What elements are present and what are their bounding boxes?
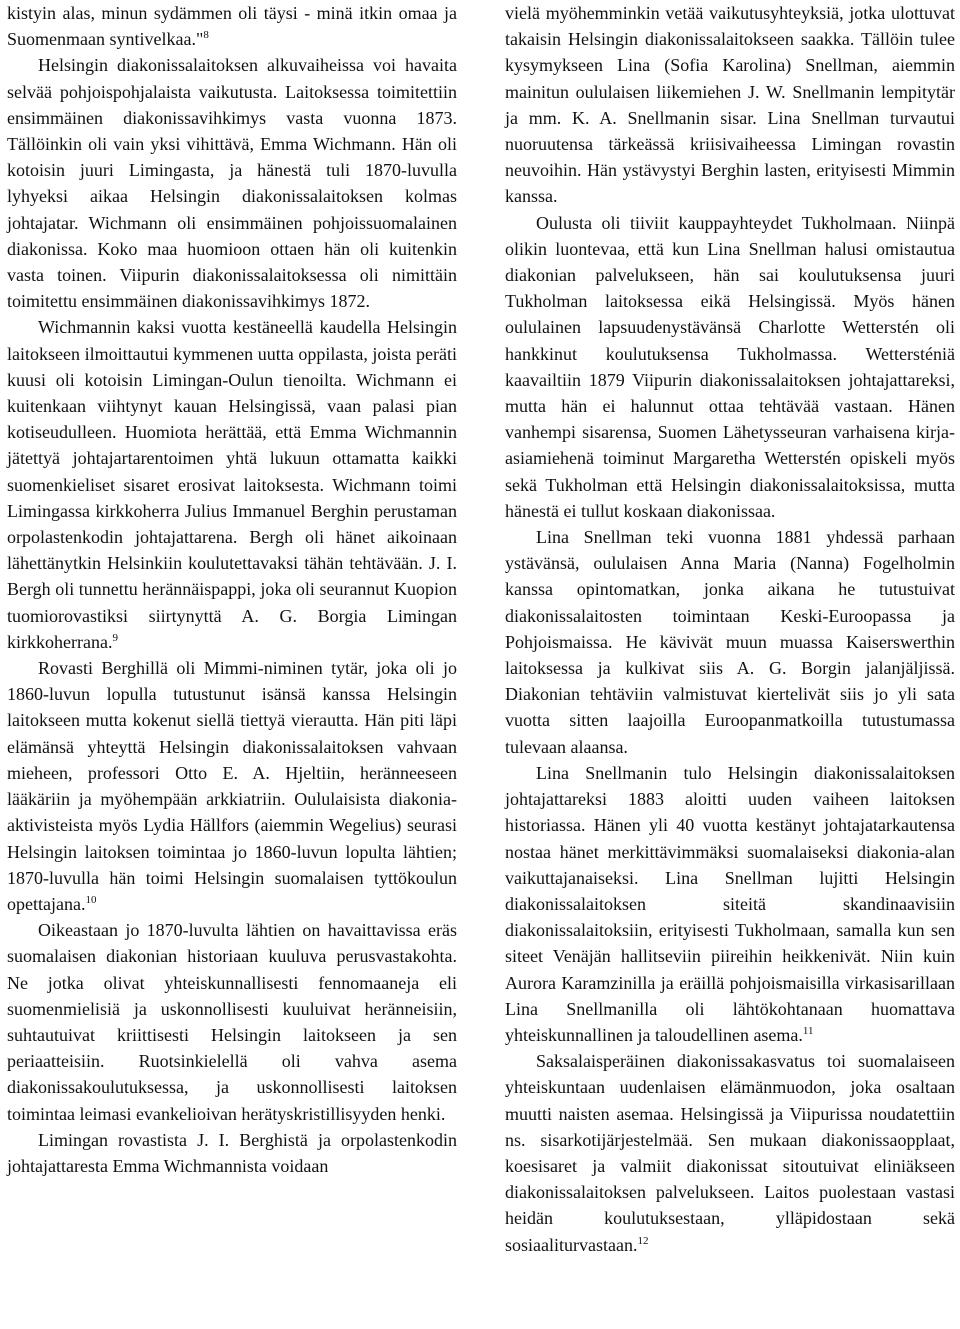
paragraph: Saksalaisperäinen diakonissakasvatus toi suomalaiseen yhteiskuntaan uudenlaisen elämänmuodon, joka osaltaan muutti naisten asemaa. Helsingissä ja Viipurissa noudatettiin ns. sisarkotijärjestelmää. Sen mukaan diakonissaopplaat, koesisaret ja valmiit diakonissat sitoutuivat eliniäkseen diakonissalaitoksen palvelukseen. Laitos puolestaan vastasi heidän koulutuksestaan, ylläpidostaan sekä sosiaaliturvastaan.$^{12}$ [505,1051,955,1255]
paragraph: Oikeastaan jo 1870-luvulta lähtien on havaittavissa eräs suomalaisen diakonian historiaan kuuluva perusvastakohta. Ne jotka olivat yhteiskunnallisesti fennomaaneja eli suomenmielisiä ja uskonnollisesti kuuluivat heränneisiin, suhtautuivat kriittisesti Helsingin laitokseen ja sen periaatteisiin. Ruotsinkielellä oli vahva asema diakonissakoulutuksessa, ja uskonnollisesti laitoksen toimintaa leimasi evankelioivan herätyskristillisyyden henki. [7,920,457,1124]
paragraph: Rovasti Berghillä oli Mimmi-niminen tytär, joka oli jo 1860-luvun lopulla tutustunut isänsä kanssa Helsingin laitokseen mutta kokenut siellä tiettyä vierautta. Hän piti läpi elämänsä yhteyttä Helsingin diakonissalaitoksen vahvaan mieheen, professori Otto E. A. Hjeltiin, heränneeseen lääkäriin ja myöhempään arkkiatriin. Oululaisista diakonia-aktivisteista myös Lydia Hällfors (aiemmin Wegelius) seurasi Helsingin laitoksen toimintaa jo 1860-luvun lopulta lähtien; 1870-luvulla hän toimi Helsingin suomalaisen tyttökoulun opettajana.$^{10}$ [7,658,457,914]
footnote-marker: 10 [85,893,97,906]
left-column [7,0,457,1179]
paragraph-continuation: vielä myöhemminkin vetää vaikutusyhteyksiä, jotka ulottuvat takaisin Helsingin diakonissalaitokseen saakka. Tällöin tulee kysymykseen Lina (Sofia Karolina) Snellman, aiemmin mainitun oululaisen liikemiehen J. W. Snellmanin lempitytär ja mm. K. A. Snellmanin sisar. Lina Snellman turvautui nuoruutensa tärkeässä kriisivaiheessa Limingan rovastin neuvoihin. Hän ystävystyi Berghin lasten, erityisesti Mimmin kanssa. [505,3,955,207]
paragraph: Oulusta oli tiiviit kauppayhteydet Tukholmaan. Niinpä olikin luontevaa, että kun Lina Snellman halusi omistautua diakonian palvelukseen, hän sai koulutuksensa juuri Tukholman laitoksessa eikä Helsingissä. Myös hänen oululainen lapsuudenystävänsä Charlotte Wetterstén oli hankkinut koulutuksensa Tukholmassa. Wettersténiä kaavailtiin 1879 Viipurin diakonissalaitoksen johtajattareksi, mutta hän ei halunnut ottaa tehtävää vastaan. Hänen vanhempi sisarensa, Suomen Lähetysseuran varhaisena kirja-asiamiehenä toiminut Margaretha Wetterstén opiskeli myös sekä Tukholman että Helsingin diakonissalaitoksissa, mutta hänestä ei tullut koskaan diakonissaa. [505,212,955,521]
footnote-marker: 9 [112,631,118,644]
right-column [505,0,955,1258]
paragraph: Helsingin diakonissalaitoksen alkuvaiheissa voi havaita selvää pohjoispohjalaista vaikutusta. Laitoksessa toimitettiin ensimmäinen diakonissavihkimys vasta vuonna 1873. Tällöinkin oli vain yksi vihittävä, Emma Wichmann. Hän oli kotoisin juuri Limingasta, ja hänestä tuli 1870-luvulla lyhyeksi aikaa Helsingin diakonissalaitoksen kolmas johtajatar. Wichmann oli ensimmäinen pohjoissuomalainen diakonissa. Koko maa huomioon ottaen hän oli kuitenkin vasta toinen. Viipurin diakonissalaitoksessa oli nimittäin toimitettu ensimmäinen diakonissavihkimys 1872. [7,55,457,312]
paragraph: Limingan rovastista J. I. Berghistä ja orpolastenkodin johtajattaresta Emma Wichmannista voidaan [7,1129,457,1176]
footnote-marker: 12 [637,1234,649,1247]
paragraph-continuation: kistyin alas, minun sydämmen oli täysi - minä itkin omaa ja Suomenmaan syntivelkaa."$^8$ [7,3,457,50]
paragraph: Lina Snellmanin tulo Helsingin diakonissalaitoksen johtajattareksi 1883 aloitti uuden vaiheen laitoksen historiassa. Hänen yli 40 vuotta kestänyt johtajatarkautensa nostaa hänet merkittävimmäksi suomalaiseksi diakonia-alan vaikuttajanaiseksi. Lina Snellman lujitti Helsingin diakonissalaitoksen siteitä skandinaavisiin diakonissalaitoksiin, erityisesti Tukholmaan, samalla kun sen siteet Venäjän hallitseviin piireihin heikkenivät. Niin kuin Aurora Karamzinilla ja eräillä pohjoismaisilla virkasisarillaan Lina Snellmanilla oli lähtökohtanaan huomattava yhteiskunnallinen ja taloudellinen asema.$^{11}$ [505,762,955,1045]
paragraph: Lina Snellman teki vuonna 1881 yhdessä parhaan ystävänsä, oululaisen Anna Maria (Nanna) Fogelholmin kanssa opintomatkan, jonka aikana he tutustuivat diakonissalaitosten toimintaan Keski-Euroopassa ja Pohjoismaissa. He kävivät muun muassa Kaiserswerthin laitoksessa ja kulkivat siis A. G. Borgin jalanjäljissä. Diakonian tehtäviin valmistuvat kiertelivät siis jo yli sata vuotta sitten laajoilla Euroopanmatkoilla tutustumassa tulevaan alaansa. [505,527,955,757]
footnote-marker: 11 [802,1024,814,1037]
paragraph: Wichmannin kaksi vuotta kestäneellä kaudella Helsingin laitokseen ilmoittautui kymmenen uutta oppilasta, joista peräti kuusi oli kotoisin Limingan-Oulun tienoilta. Wichmann ei kuitenkaan viihtynyt kauan Helsingissä, vaan palasi pian kotiseudulleen. Huomiota herättää, että Emma Wichmannin jätettyä johtajartarentoimen yhtä lukuun ottamatta kaikki suomenkieliset sisaret erosivat laitoksesta. Wichmann toimi Limingassa kirkkoherra Julius Immanuel Berghin perustaman orpolastenkodin johtajattarena. Bergh oli hänet aikoinaan lähettänytkin Helsinkiin koulutettavaksi tähän tehtävään. J. I. Bergh oli tunnettu herännäispappi, joka oli seurannut Kuopion tuomiorovastiksi siirtynyttä A. G. Borgia Limingan kirkkoherrana.$^9$ [7,317,457,652]
footnote-marker: 8 [203,29,209,42]
